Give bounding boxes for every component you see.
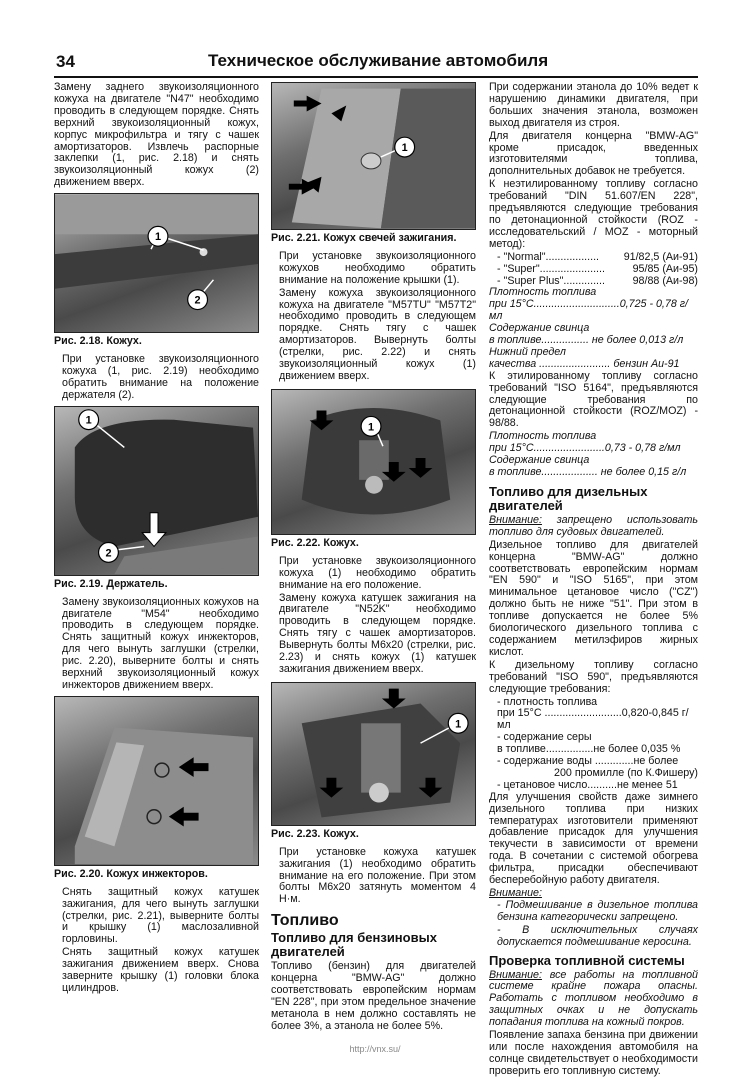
paragraph: При установке звукоизоляционного кожуха (1) необходимо обратить внимание на его положение.: [279, 554, 476, 591]
warning-note: Внимание: запрещено использовать топливо для судовых двигателей.: [489, 513, 698, 538]
diesel-spec: в топливе................не более 0,035 %: [497, 743, 681, 756]
fuel-grade-row: - "Super"...................... 95/85 (Аи-95): [497, 262, 698, 275]
column-3: [489, 82, 698, 1079]
spec-label: Плотность топлива: [489, 286, 597, 299]
figure-2-22-caption: Рис. 2.22. Кожух.: [271, 536, 359, 549]
figure-2-20-photo: [54, 696, 259, 866]
diesel-spec: - цетановое число..........не менее 51: [497, 778, 678, 791]
section-heading-fuel: Топливо: [271, 912, 339, 930]
header-rule: [54, 76, 698, 78]
warning-note: - В исключительных случаях допускается подмешивание керосина.: [497, 923, 698, 948]
warning-label: Внимание:: [489, 887, 542, 899]
figure-2-19-photo: [54, 406, 259, 576]
paragraph: При установке кожуха катушек зажигания (1) необходимо обратить внимание на его положение. При этом болты M6x20 затянуть моментом 4 Н·м.: [279, 845, 476, 906]
figure-2-18-caption: Рис. 2.18. Кожух.: [54, 335, 142, 348]
spec-label: Нижний предел: [489, 345, 566, 358]
spec-value: при 15°С........................0,73 - 0,78 г/мл: [489, 442, 681, 455]
paragraph: Замену кожуха звукоизоляционного кожуха на двигателе "M57TU" "M57T2" необходимо проводить в следующем порядке. Снять тягу с чашек амортизаторов. Вывернуть болты (стрелки, рис. 2.22) и снять звукоизоляционный кожух (1) движением вверх.: [279, 286, 476, 382]
page-number: 34: [56, 52, 75, 71]
fuel-grade-row: - "Super Plus".............. 98/88 (Аи-98): [497, 274, 698, 287]
figure-2-23-photo: [271, 682, 476, 826]
callout-2: 2: [105, 547, 112, 560]
callout-1: 1: [455, 718, 462, 731]
paragraph: Замену заднего звукоизоляционного кожуха на двигателе "N47" необходимо проводить в следующем порядке. Снять верхний звукоизоляционный кожух, корпус микрофильтра и тягу с чашек амортизаторов. Извлечь распорные заклепки (1, рис. 2.18) и снять звукоизоляционный кожух (2) движением вверх.: [54, 81, 259, 189]
figure-2-18-photo: [54, 193, 259, 333]
figure-2-23-caption: Рис. 2.23. Кожух.: [271, 827, 359, 840]
paragraph: Замену звукоизоляционных кожухов на двигателе "M54" необходимо проводить в следующем порядке. Снять защитный кожух инжекторов, для чего вынуть заглушки (стрелки, рис. 2.20), выверните болты и снять верхний звукоизоляционный кожух инжекторов движением вверх.: [62, 595, 259, 691]
figure-2-19-illustration: [55, 407, 258, 575]
spec-label: Содержание свинца: [489, 322, 590, 335]
paragraph: При содержании этанола до 10% ведет к нарушению динамики двигателя, при больших значения этанола, возможен выход двигателя из строя.: [489, 81, 698, 129]
figure-2-20-caption: Рис. 2.20. Кожух инжекторов.: [54, 867, 208, 880]
diesel-spec: - плотность топлива: [497, 695, 598, 708]
spec-value: при 15°С.............................0,725 - 0,78 г/мл: [489, 298, 688, 323]
callout-2: 2: [194, 294, 201, 307]
spec-value: в топливе................ не более 0,013 г/л: [489, 334, 684, 347]
figure-2-20-illustration: [55, 697, 258, 865]
page-title: Техническое обслуживание автомобиля: [208, 51, 549, 70]
column-1: [54, 82, 259, 996]
figure-2-21-illustration: [272, 83, 475, 229]
paragraph: К этилированному топливу согласно требований "ISO 5164", предъявляются следующие требования по детонационной стойкости (ROZ/MOZ) - 98/88.: [489, 369, 698, 430]
diesel-spec: - содержание серы: [497, 731, 592, 744]
paragraph: Снять защитный кожух катушек зажигания движением вверх. Снова заверните крышку (1) головки блока цилиндров.: [62, 946, 259, 994]
figure-2-18-illustration: [55, 194, 258, 332]
callout-1: 1: [367, 421, 375, 434]
paragraph: Топливо (бензин) для двигателей концерна "BMW-AG" должно соответствовать европейским нормам "EN 228", при этом предельное значение метанола в нем должно составлять не более 3%, а этанола не более 5%.: [271, 960, 476, 1032]
figure-2-22-illustration: [272, 390, 475, 534]
callout-1: 1: [154, 231, 162, 244]
fuel-grade-row: - "Normal".................. 91/82,5 (Аи-91): [497, 250, 698, 263]
footer-url: http://vnx.su/: [349, 1044, 401, 1054]
callout-1: 1: [401, 142, 408, 155]
figure-2-21-photo: [271, 82, 476, 230]
diesel-spec: 200 промилле (по К.Фишеру): [554, 766, 698, 779]
warning-note: Внимание: все работы на топливной системе крайне пожара опасны. Работать с топливом необходимо в защитных очках и не допускать попадания топлива на кожный покров.: [489, 968, 698, 1029]
section-heading-petrol: Топливо для бензиновых двигателей: [271, 930, 437, 960]
figure-2-19-caption: Рис. 2.19. Держатель.: [54, 577, 168, 590]
figure-2-21-caption: Рис. 2.21. Кожух свечей зажигания.: [271, 232, 457, 244]
spec-value: в топливе................... не более 0,15 г/л: [489, 466, 687, 478]
callout-1: 1: [85, 414, 92, 427]
spec-label: Содержание свинца: [489, 454, 590, 467]
paragraph: При установке звукоизоляционного кожуха (1, рис. 2.19) необходимо обратить внимание на положение держателя (2).: [62, 353, 259, 401]
spec-label: Плотность топлива: [489, 430, 597, 443]
section-heading-diesel: Топливо для дизельных двигателей: [489, 483, 648, 513]
paragraph: К неэтилированному топливу согласно требований "DIN 51.607/EN 228", предъявляются следующие требования по детонационной стойкости (ROZ - исследовательский / MOZ - моторный метод):: [489, 178, 698, 250]
warning-note: - Подмешивание в дизельное топлива бензина категорически запрещено.: [497, 898, 698, 923]
section-heading-check: Проверка топливной системы: [489, 952, 685, 968]
paragraph: Для улучшения свойств даже зимнего дизельного топлива при низких температурах изготовители применяют добавление присадок для улучшения текучести в зависимости от времени года. В сочетании с системой обогрева фильтра, присадки обеспечивают бесперебойную работу двигателя.: [489, 790, 698, 887]
paragraph: Появление запаха бензина при движении или после нахождения автомобиля на солнце свидетельствует о необходимости проверить его топливную систему.: [489, 1029, 698, 1077]
diesel-spec: - содержание воды .............не более: [497, 755, 679, 768]
paragraph: Снять защитный кожух катушек зажигания, для чего вынуть заглушки (стрелки, рис. 2.21), выверните болты и крышку (1) маслозаливной горловины.: [62, 885, 259, 946]
paragraph: Дизельное топливо для двигателей концерна "BMW-AG" должно соответствовать европейским нормам "EN 590" и "ISO 5165", при этом минимальное цетановое число ("CZ") должно быть не ниже "51". При этом в топливе допускается не более 5% биологического дизельного топлива с содержанием метилэфиров жирных кислот.: [489, 538, 698, 658]
diesel-spec: при 15°С ..........................0,820-0,845 г/мл: [497, 707, 689, 732]
spec-value: качества ........................ бензин Аи-91: [489, 357, 680, 370]
column-2: [271, 82, 476, 1034]
paragraph: Замену кожуха катушек зажигания на двигателе "N52K" необходимо проводить в следующем порядке. Снять тягу с чашек амортизаторов. Вывернуть болты M6x20 (стрелки, рис. 2.23) и снять кожух (1) катушек зажигания движением вверх.: [279, 591, 476, 675]
figure-2-23-illustration: [272, 683, 475, 825]
paragraph: Для двигателя концерна "BMW-AG" кроме присадок, введенных изготовителями топлива, дополнительных добавок не требуется.: [489, 129, 698, 178]
figure-2-22-photo: [271, 389, 476, 535]
paragraph: При установке звукоизоляционного кожухов необходимо обратить внимание на положение крышки (1).: [279, 249, 476, 286]
paragraph: К дизельному топливу согласно требований "ISO 590", предъявляются следующие требования:: [489, 658, 698, 695]
